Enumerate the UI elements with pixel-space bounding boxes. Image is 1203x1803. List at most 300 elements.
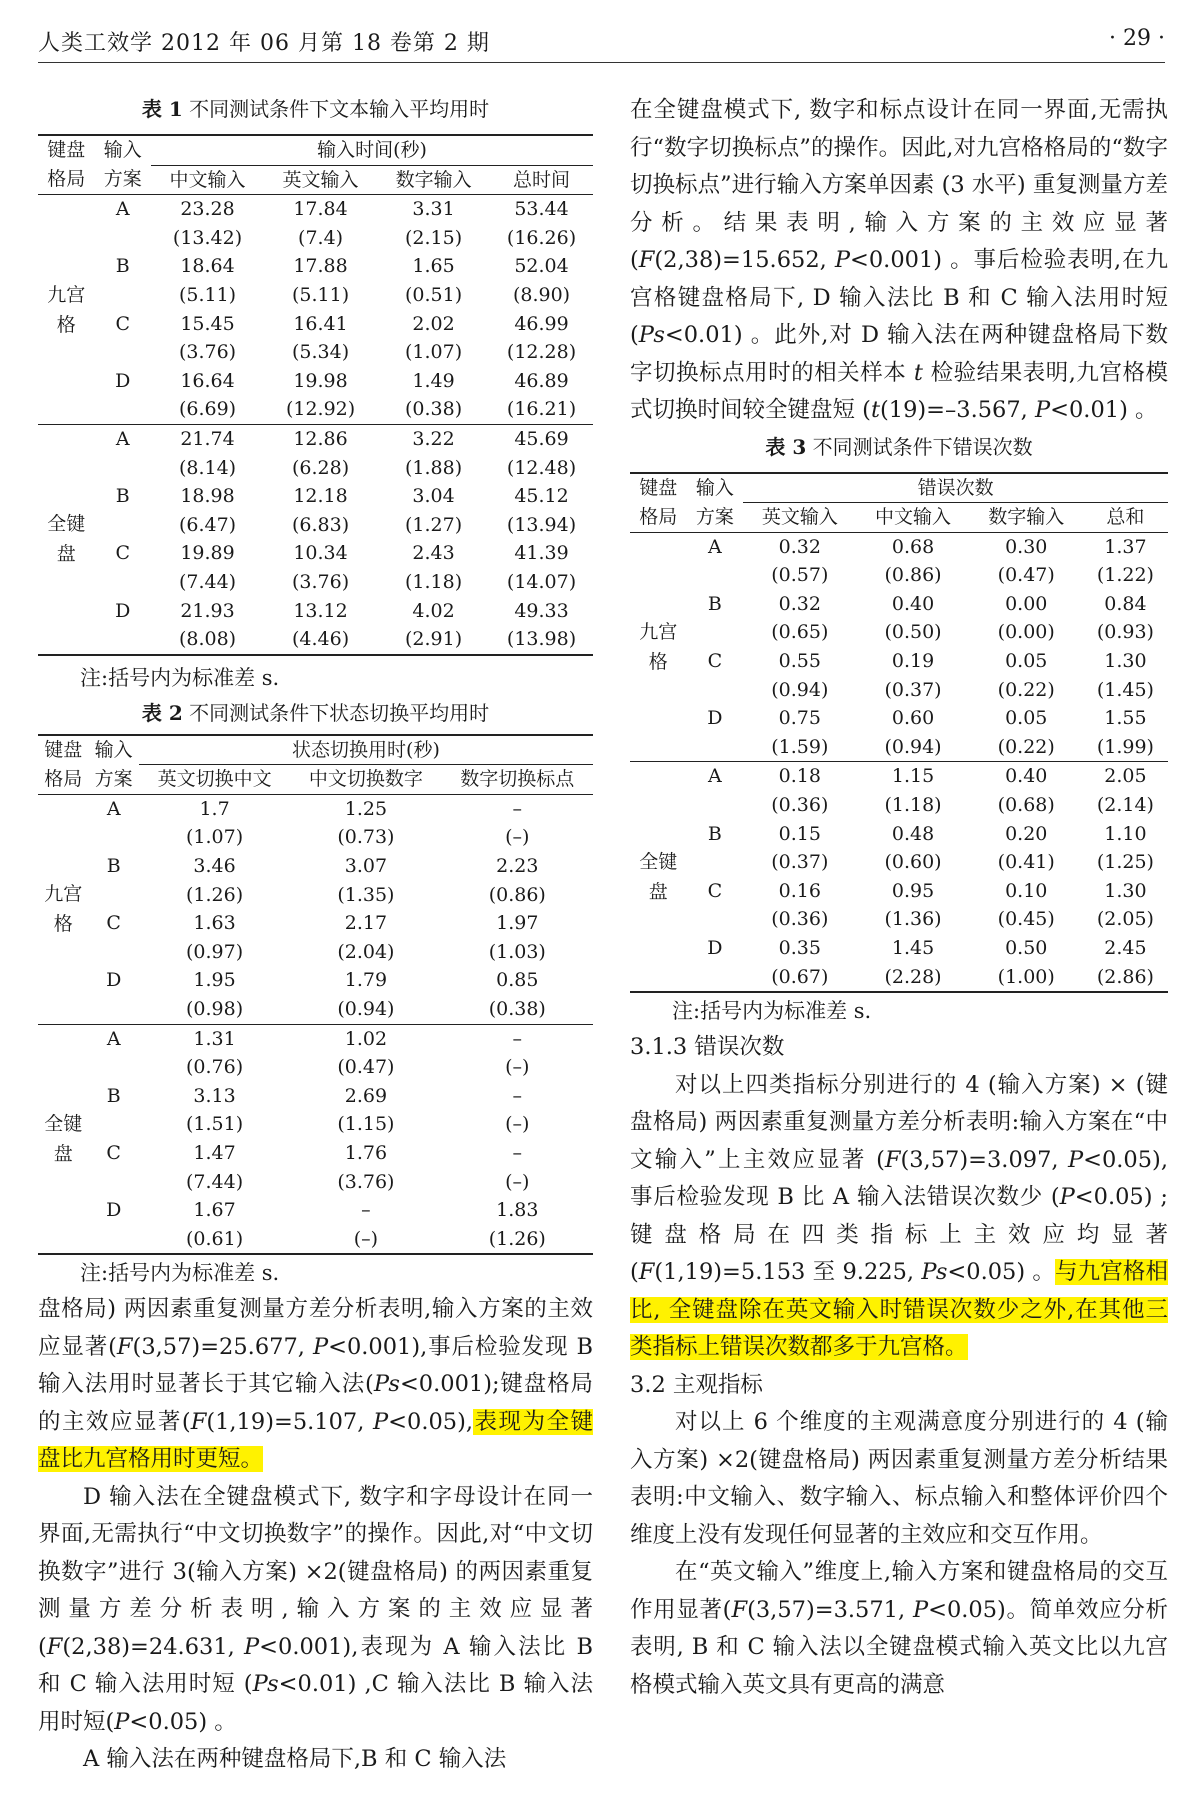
mean-cell: 2.45 [1104,937,1147,959]
sd-cell: (0.51) [405,283,463,306]
mean-cell: 0.40 [1005,765,1048,788]
sd-cell: (8.08) [151,625,264,655]
sd-cell: (2.86) [1083,963,1168,993]
header-layout: 键盘 [38,135,95,165]
table1-caption: 表 1 不同测试条件下文本输入平均用时 [141,97,490,121]
sd-cell: (0.47) [997,564,1055,587]
mean-cell: 21.74 [180,427,235,450]
left-column [38,92,593,1779]
layout-label-line: 格 [648,651,668,674]
right-paragraph-2: 对以上四类指标分别进行的 4 (输入方案) × (键盘格局) 两因素重复测量方差分析表明:输入方案在“中文输入”上主效应显著 (F(3,57)=3.097, P<0.05), 事后检验发现 B 比 A 输入法错误次数少 (P<0.05) ;键盘格局在四类指标上主效应均显著 (F(1,19)=5.153 至 9.225, Ps<0.05) 。与九宫格相比, 全键盘除在英文输入时错误次数少之外,在其他三类指标上错误次数都多于九宫格。 [630,1071,1168,1361]
mean-cell: 19.89 [180,542,235,565]
scheme-cell: A [115,198,130,221]
keyboard-layout-label [630,532,687,762]
header-scheme: 方案 [88,765,138,795]
layout-label-line: 全键 [47,513,86,536]
table-row [38,1053,593,1082]
scheme-cell [95,338,152,367]
mean-cell: 1.65 [412,255,455,278]
mean-cell: 0.35 [778,937,821,959]
sd-cell: (0.73) [337,826,395,849]
sd-cell: (0.37) [771,851,829,874]
scheme-cell [88,1168,138,1197]
scheme-cell [687,733,744,762]
sd-cell: (5.11) [291,283,350,306]
table-row [630,704,1168,733]
layout-label-line: 全键 [44,1113,83,1135]
sd-cell: (0.67) [743,963,856,993]
mean-cell: – [512,1084,523,1107]
table-row [38,482,593,511]
table-row [38,1082,593,1111]
column-header: 总和 [1083,503,1168,533]
header-scheme: 输入 [95,135,152,165]
sd-cell: (4.46) [264,625,377,655]
mean-cell: 1.63 [193,912,236,935]
mean-cell: 18.64 [180,255,235,278]
scheme-cell [95,281,152,310]
mean-cell: – [361,1199,371,1222]
mean-cell: 1.55 [1104,707,1147,730]
scheme-cell: C [707,879,723,902]
mean-cell: 3.31 [412,198,455,221]
layout-label-line: 盘 [56,543,76,566]
left-paragraph-3: A 输入法在两种键盘格局下,B 和 C 输入法 [83,1746,507,1773]
mean-cell: 2.69 [344,1084,388,1107]
sd-cell: (0.45) [997,908,1055,931]
scheme-cell [95,568,152,597]
table2 [38,734,593,1256]
scheme-cell: A [106,1027,121,1050]
scheme-cell [687,848,744,877]
sd-cell: (12.92) [264,395,377,424]
mean-cell: 45.69 [514,427,569,450]
sd-cell: (12.28) [506,341,577,364]
header-rule [38,62,1165,63]
table-row [630,820,1168,849]
mean-cell: 0.16 [778,879,821,902]
mean-cell: 0.68 [891,535,935,558]
scheme-cell [88,881,138,910]
table-row [630,905,1168,934]
scheme-cell [687,791,744,820]
scheme-cell: B [707,592,722,615]
sd-cell: (8.14) [178,456,237,479]
left-paragraph-2: D 输入法在全键盘模式下, 数字和字母设计在同一界面,无需执行“中文切换数字”的操作。因此,对“中文切换数字”进行 3(输入方案) ×2(键盘格局) 的两因素重复测量方差分析表明,输入方案的主效应显著(F(2,38)=24.631, P<0.001),表现为 A 输入法比 B 和 C 输入法用时短 (Ps<0.01) ,C 输入法比 B 输入法用时短(P<0.05) 。 [38,1483,593,1735]
sd-cell: (1.03) [488,940,546,963]
sd-cell: (1.26) [186,883,244,906]
mean-cell: 1.02 [344,1027,388,1050]
sd-cell: (0.93) [1096,621,1154,644]
sd-cell: (0.22) [970,733,1083,762]
sd-cell: (3.76) [178,341,237,364]
scheme-cell [95,511,152,540]
sd-cell: (2.05) [1096,908,1154,931]
table-row [38,1168,593,1197]
table-row [38,1196,593,1225]
mean-cell: 0.85 [496,969,539,992]
column-header: 英文切换中文 [139,765,290,795]
table-row [630,590,1168,619]
mean-cell: 1.10 [1104,822,1147,845]
sd-cell: (1.22) [1096,564,1154,587]
mean-cell: 2.17 [344,912,388,935]
header-scheme: 输入 [88,735,138,765]
scheme-cell: A [115,427,130,450]
scheme-cell [687,963,744,993]
mean-cell: 17.88 [293,255,348,278]
table-row [38,1139,593,1168]
mean-cell: 2.02 [412,312,455,335]
mean-cell: 52.04 [514,255,569,278]
scheme-cell: B [115,255,130,278]
layout-label-line: 格 [56,313,76,336]
mean-cell: – [512,1027,523,1050]
table-row [630,676,1168,705]
header-layout: 格局 [38,165,95,195]
mean-cell: 0.00 [1005,592,1048,615]
mean-cell: 46.99 [514,312,569,335]
table-row [38,424,593,453]
scheme-cell: A [708,535,722,558]
scheme-cell: C [115,542,131,565]
scheme-cell [95,454,152,483]
mean-cell: 0.05 [1005,650,1048,673]
sd-cell: (0.22) [997,678,1055,701]
mean-cell: 23.28 [180,198,235,221]
mean-cell: 0.55 [778,650,821,673]
table-row [38,909,593,938]
mean-cell: 0.15 [778,822,821,845]
sd-cell: (0.97) [186,940,244,963]
scheme-cell: C [106,912,121,935]
table-row [38,338,593,367]
table-row [630,934,1168,963]
header-scheme: 方案 [687,503,744,533]
mean-cell: 12.18 [293,485,348,508]
sd-cell: (–) [505,826,530,849]
mean-cell: 0.10 [1005,879,1048,902]
sd-cell: (7.4) [298,226,344,249]
mean-cell: 3.46 [193,855,236,878]
scheme-cell: D [106,1199,122,1222]
sd-cell: (14.07) [506,570,577,593]
mean-cell: 0.05 [1005,707,1048,730]
scheme-cell [88,1110,138,1139]
scheme-cell: A [106,797,121,820]
sd-cell: (6.69) [151,395,264,424]
sd-cell: (0.50) [884,621,942,644]
mean-cell: 1.15 [891,765,935,788]
column-header: 中文输入 [856,503,969,533]
mean-cell: 0.75 [778,707,821,730]
mean-cell: 2.05 [1104,765,1147,788]
mean-cell: 41.39 [514,542,569,565]
table-row [38,395,593,424]
sd-cell: (1.00) [970,963,1083,993]
mean-cell: 16.41 [293,312,348,335]
scheme-cell: C [707,650,723,673]
sd-cell: (0.94) [856,733,969,762]
sd-cell: (0.36) [771,794,829,817]
mean-cell: 13.12 [293,599,348,622]
mean-cell: 2.43 [412,542,455,565]
sd-cell: (1.26) [442,1225,593,1255]
table-row [38,224,593,253]
keyboard-layout-label [38,195,95,425]
table-row [38,1024,593,1053]
layout-label-line: 九宫 [44,883,83,906]
mean-cell: 17.84 [293,198,348,221]
scheme-cell [88,823,138,852]
layout-label-line: 格 [53,913,73,936]
sd-cell: (0.57) [771,564,829,587]
sd-cell: (1.59) [743,733,856,762]
highlight-right: 与九宫格相比, 全键盘除在英文输入时错误次数少之外,在其他三类指标上错误次数都多于九宫格。 [630,1259,1168,1361]
keyboard-layout-label [38,424,95,654]
scheme-cell [687,561,744,590]
layout-label-line: 盘 [648,880,668,903]
mean-cell: 4.02 [412,599,455,622]
scheme-cell: D [707,937,723,959]
mean-cell: 0.32 [778,535,821,558]
table-row [38,625,593,655]
column-header: 英文输入 [743,503,856,533]
column-header: 中文输入 [151,165,264,195]
highlight-left: 表现为全键盘比九宫格用时更短。 [38,1408,593,1473]
mean-cell: 0.40 [891,592,935,615]
right-paragraph-4: 在“英文输入”维度上,输入方案和键盘格局的交互作用显著(F(3,57)=3.571, P<0.05)。简单效应分析表明, B 和 C 输入法以全键盘模式输入英文比以九宫格模式输入英文具有更高的满意 [630,1559,1168,1698]
table2-caption: 表 2 不同测试条件下状态切换平均用时 [141,700,490,725]
column-header: 数字输入 [377,165,490,195]
sd-cell: (13.42) [172,226,243,249]
layout-label-line: 九宫 [47,283,86,306]
sd-cell: (2.28) [856,963,969,993]
layout-label-line: 盘 [53,1143,73,1165]
table-row [630,791,1168,820]
sd-cell: (–) [290,1225,441,1255]
sd-cell: (2.04) [337,940,395,963]
sd-cell: (7.44) [186,1170,244,1193]
table-row [38,281,593,310]
sd-cell: (0.38) [442,995,593,1024]
sd-cell: (6.47) [178,513,237,536]
mean-cell: 21.93 [180,599,235,622]
sd-cell: (16.26) [506,226,577,249]
mean-cell: 0.84 [1104,592,1147,615]
scheme-cell: A [708,765,722,788]
sd-cell: (6.28) [291,456,350,479]
column-header: 中文切换数字 [290,765,441,795]
table-row [38,252,593,281]
mean-cell: 45.12 [514,485,569,508]
scheme-cell: D [106,969,122,992]
mean-cell: 1.7 [199,797,230,820]
mean-cell: 12.86 [293,427,348,450]
scheme-cell [95,395,152,424]
sd-cell: (12.48) [506,456,577,479]
table-row [38,195,593,224]
journal-header: 人类工效学 2012 年 06 月第 18 卷第 2 期 [38,31,490,56]
sd-cell: (0.36) [771,908,829,931]
sd-cell: (0.94) [290,995,441,1024]
header-layout: 格局 [38,765,88,795]
mean-cell: 1.25 [344,797,388,820]
table-row [630,733,1168,762]
table-row [38,881,593,910]
mean-cell: 1.79 [344,969,388,992]
sd-cell: (0.47) [337,1056,395,1079]
sd-cell: (0.00) [997,621,1055,644]
sd-cell: (1.51) [186,1113,244,1136]
mean-cell: 3.04 [412,485,455,508]
table3-caption: 表 3 不同测试条件下错误次数 [765,434,1033,459]
sd-cell: (1.07) [405,341,463,364]
sd-cell: (0.61) [139,1225,290,1255]
sd-cell: (0.98) [139,995,290,1024]
mean-cell: 0.20 [1005,822,1048,845]
table-row [38,852,593,881]
sd-cell: (0.41) [997,851,1055,874]
mean-cell: 1.67 [193,1199,236,1222]
scheme-cell: B [707,822,722,845]
sd-cell: (1.27) [405,513,463,536]
sd-cell: (1.15) [337,1113,395,1136]
table-row [630,963,1168,993]
layout-label-line: 九宫 [639,621,678,644]
section-3-2: 3.2 主观指标 [630,1371,763,1398]
mean-cell: 1.47 [193,1142,236,1164]
mean-cell: 19.98 [293,369,348,392]
mean-cell: 1.95 [193,969,236,992]
sd-cell: (1.18) [405,570,463,593]
table-row [630,762,1168,791]
layout-label-line: 全键 [639,850,678,873]
sd-cell: (0.86) [884,564,942,587]
mean-cell: 15.45 [180,312,235,335]
sd-cell: (–) [505,1113,530,1136]
header-scheme: 输入 [687,473,744,503]
mean-cell: 18.98 [180,485,235,508]
mean-cell: 0.60 [891,707,935,730]
table-row [630,532,1168,561]
mean-cell: 46.89 [514,369,569,392]
mean-cell: 0.32 [778,592,821,615]
header-span: 输入时间(秒) [151,135,593,165]
section-3-1-3: 3.1.3 错误次数 [630,1034,785,1061]
sd-cell: (1.18) [884,794,942,817]
mean-cell: 49.33 [514,599,569,622]
sd-cell: (0.60) [884,851,942,874]
mean-cell: 1.83 [496,1199,539,1222]
sd-cell: (0.37) [884,678,942,701]
mean-cell: 0.50 [1005,937,1048,959]
mean-cell: 0.48 [891,822,935,845]
mean-cell: 1.37 [1104,535,1147,558]
page-number: · 29 · [1109,26,1165,51]
sd-cell: (0.65) [771,621,829,644]
sd-cell: (13.94) [506,513,577,536]
sd-cell: (–) [505,1170,530,1193]
sd-cell: (5.11) [178,283,237,306]
mean-cell: 16.64 [180,369,235,392]
mean-cell: 1.45 [891,937,935,959]
column-header: 总时间 [490,165,593,195]
table-row [38,1110,593,1139]
table-row [38,966,593,995]
header-layout: 键盘 [38,735,88,765]
sd-cell: (1.25) [1096,851,1154,874]
sd-cell: (2.15) [405,226,463,249]
sd-cell: (5.34) [291,341,350,364]
sd-cell: (3.76) [337,1170,395,1193]
scheme-cell [88,995,138,1024]
table-row [38,454,593,483]
sd-cell: (13.98) [490,625,593,655]
table3 [630,472,1168,994]
sd-cell: (2.91) [377,625,490,655]
table-row [38,823,593,852]
sd-cell: (3.76) [291,570,350,593]
mean-cell: 3.13 [193,1084,236,1107]
right-paragraph-1: 在全键盘模式下, 数字和标点设计在同一界面,无需执行“数字切换标点”的操作。因此,对九宫格格局的“数字切换标点”进行输入方案单因素 (3 水平) 重复测量方差分析。结果表明,输入方案的主效应显著(F(2,38)=15.652, P<0.001) 。事后检验表明,在九宫格键盘格局下, D 输入法比 B 和 C 输入法用时短 (Ps<0.01) 。此外,对 D 输入法在两种键盘格局下数字切换标点用时的相关样本 t 检验结果表明,九宫格模式切换时间较全键盘短 (t(19)=–3.567, P<0.01) 。 [630,97,1168,423]
scheme-cell: D [115,599,131,622]
table-row [38,995,593,1024]
scheme-cell: C [106,1142,121,1164]
scheme-cell [95,224,152,253]
header-span: 状态切换用时(秒) [139,735,593,765]
mean-cell: 0.18 [778,765,821,788]
column-header: 数字输入 [970,503,1083,533]
keyboard-layout-label [38,794,88,1024]
sd-cell: (1.35) [337,883,395,906]
scheme-cell: B [106,1084,121,1107]
scheme-cell [95,625,152,655]
mean-cell: – [512,797,523,820]
mean-cell: 2.23 [496,855,539,878]
mean-cell: 53.44 [514,198,569,221]
sd-cell: (0.94) [771,678,829,701]
mean-cell: 1.76 [344,1142,388,1164]
table-row [38,310,593,339]
sd-cell: (2.14) [1096,794,1154,817]
sd-cell: (7.44) [178,570,237,593]
table-row [630,561,1168,590]
table1-note: 注:括号内为标准差 s. [80,665,280,690]
header-layout: 格局 [630,503,687,533]
mean-cell: 1.30 [1104,879,1147,902]
scheme-cell: D [115,369,131,392]
mean-cell: 10.34 [293,542,348,565]
scheme-cell [687,676,744,705]
sd-cell: (1.36) [884,908,942,931]
table-row [630,618,1168,647]
column-header: 英文输入 [264,165,377,195]
right-paragraph-3: 对以上 6 个维度的主观满意度分别进行的 4 (输入方案) ×2(键盘格局) 两因素重复测量方差分析结果表明:中文输入、数字输入、标点输入和整体评价四个维度上没有发现任何显著的主效应和交互作用。 [630,1409,1168,1548]
right-column [630,92,1168,1704]
sd-cell: (0.68) [997,794,1055,817]
sd-cell: (0.76) [186,1056,244,1079]
header-span: 错误次数 [743,473,1168,503]
mean-cell: – [512,1142,523,1164]
mean-cell: 0.30 [1005,535,1048,558]
keyboard-layout-label [630,762,687,992]
table-row [38,568,593,597]
table-row [38,1225,593,1255]
table-row [630,647,1168,676]
scheme-cell: B [106,855,121,878]
sd-cell: (–) [505,1056,530,1079]
